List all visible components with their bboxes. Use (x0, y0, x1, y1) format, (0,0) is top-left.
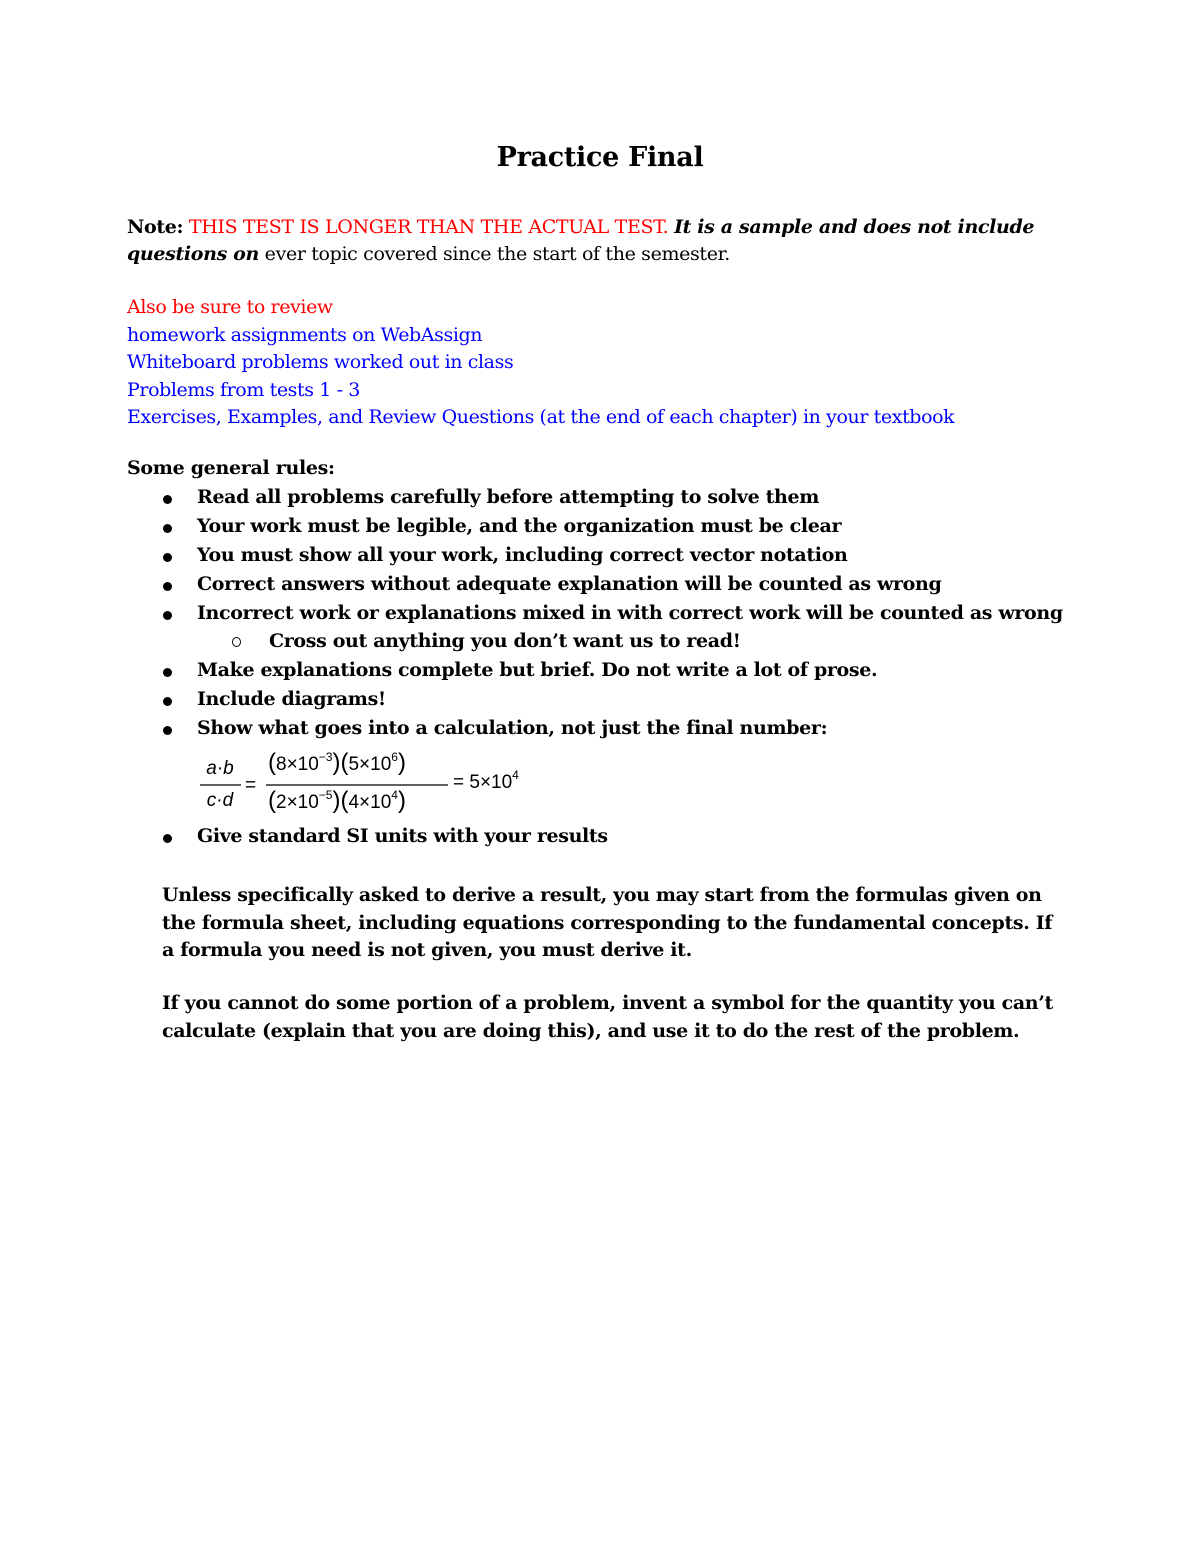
bullet-icon (163, 495, 172, 504)
note-plain: ever topic covered since the start of the semester. (264, 243, 730, 265)
bullet-icon (163, 524, 172, 533)
review-item: Problems from tests 1 - 3 (127, 378, 360, 401)
bullet-icon (163, 834, 172, 843)
page-title: Practice Final (496, 142, 704, 173)
review-list (127, 294, 1087, 432)
rule-text: Include diagrams! (197, 688, 386, 710)
note-italic: It is a sample and does not include questions on (127, 216, 1035, 265)
review-item: homework assignments on WebAssign (127, 323, 483, 346)
paragraph-symbol: If you cannot do some portion of a problem, invent a symbol for the quantity you can’t calculate (explain that you are doing this), and use it to do the rest of the problem. (162, 992, 1053, 1042)
formula-equals: = (245, 775, 257, 796)
note-paragraph (127, 214, 1087, 268)
bullet-icon (163, 611, 172, 620)
rule-text: Show what goes into a calculation, not just the final number: (197, 717, 828, 739)
formula-denominator: $(2\times 10^{-5})(4\times 10^4)$ (268, 787, 406, 814)
note-warning: THIS TEST IS LONGER THAN THE ACTUAL TEST. (188, 216, 669, 238)
rules-heading: Some general rules: (127, 457, 335, 479)
rule-text: Your work must be legible, and the organization must be clear (197, 515, 842, 537)
rule-text: Correct answers without adequate explanation will be counted as wrong (197, 573, 942, 595)
rule-text: Give standard SI units with your results (197, 825, 608, 847)
rule-sub-text: Cross out anything you don’t want us to read! (269, 630, 741, 652)
rule-text: Make explanations complete but brief. Do not write a lot of prose. (197, 659, 878, 681)
circle-bullet-icon (232, 637, 241, 647)
review-heading: Also be sure to review (127, 296, 333, 318)
review-item: Whiteboard problems worked out in class (127, 351, 514, 373)
bullet-icon (163, 582, 172, 591)
formula-lhs-denominator: c·d (206, 790, 234, 811)
formula-result: = $5\times 10^4$ (453, 768, 519, 793)
bullet-icon (163, 726, 172, 735)
note-label: Note: (127, 216, 184, 238)
bullet-icon (163, 697, 172, 706)
example-formula (200, 744, 560, 824)
rule-text: Incorrect work or explanations mixed in with correct work will be counted as wrong (197, 602, 1063, 624)
paragraph-derive: Unless specifically asked to derive a result, you may start from the formulas given on the formula sheet, including equations corresponding to the fundamental concepts. If a formula you need is not given, you must derive it. (162, 884, 1053, 961)
formula-numerator: $(8\times 10^{-3})(5\times 10^6)$ (268, 749, 406, 776)
rule-text: You must show all your work, including correct vector notation (197, 544, 848, 566)
bullet-icon (163, 668, 172, 677)
review-item: Exercises, Examples, and Review Questions (at the end of each chapter) in your textbook (127, 406, 955, 428)
formula-lhs-numerator: a·b (206, 758, 234, 779)
bullet-icon (163, 553, 172, 562)
rule-text: Read all problems carefully before attempting to solve them (197, 486, 819, 508)
